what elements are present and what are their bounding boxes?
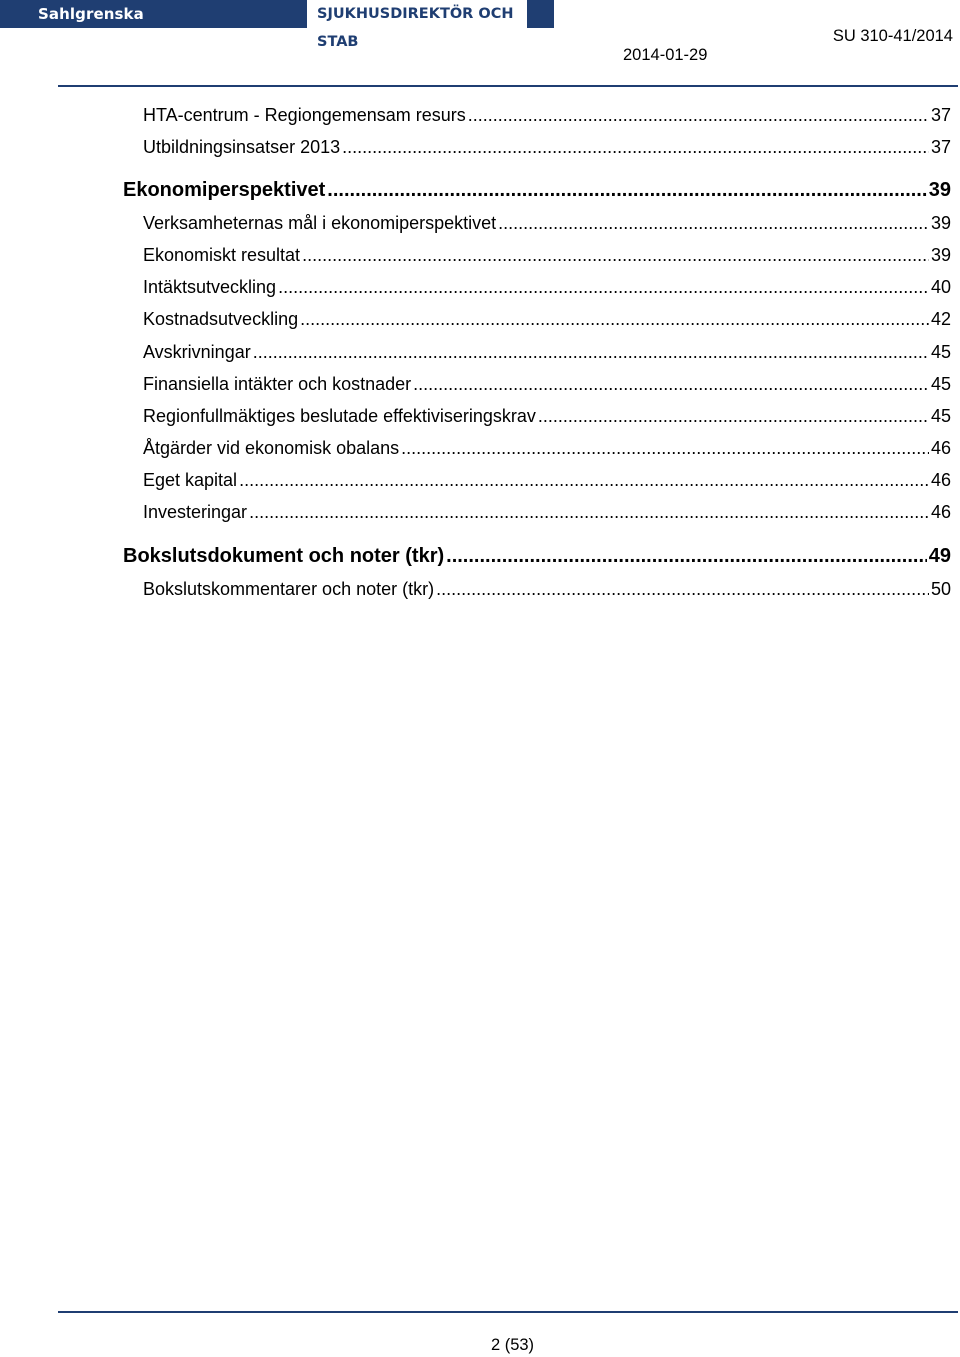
toc-leader-dots xyxy=(413,374,929,395)
toc-entry[interactable] xyxy=(143,406,951,427)
banner-accent xyxy=(527,0,554,28)
toc-entry-label: Bokslutsdokument och noter (tkr) xyxy=(123,545,445,567)
toc-entry-label: Ekonomiskt resultat xyxy=(143,245,301,265)
toc-entry[interactable] xyxy=(123,545,951,568)
toc-entry-page: 39 xyxy=(930,245,951,265)
toc-entry-page: 39 xyxy=(928,179,951,201)
toc-entry-page: 42 xyxy=(930,309,951,329)
toc-entry-label: Ekonomiperspektivet xyxy=(123,179,326,201)
toc-entry-label: Bokslutskommentarer och noter (tkr) xyxy=(143,579,435,599)
page-number: 2 (53) xyxy=(490,1336,535,1354)
toc-entry[interactable] xyxy=(143,245,951,266)
toc-leader-dots xyxy=(342,137,929,158)
toc-entry-label: Verksamheternas mål i ekonomiperspektivet xyxy=(143,213,497,233)
toc-leader-dots xyxy=(302,245,929,266)
toc-leader-dots xyxy=(446,545,927,568)
toc-entry-page: 46 xyxy=(930,438,951,458)
org-name: Sahlgrenska Universitetssjukhuset xyxy=(0,0,307,28)
header-banner xyxy=(0,0,554,51)
toc-leader-dots xyxy=(253,342,929,363)
toc-entry-label: Åtgärder vid ekonomisk obalans xyxy=(143,438,400,458)
toc-entry-page: 49 xyxy=(928,545,951,567)
toc-leader-dots xyxy=(436,579,929,600)
toc-entry-label: HTA-centrum - Regiongemensam resurs xyxy=(143,105,466,125)
toc-leader-dots xyxy=(498,213,929,234)
toc-entry[interactable] xyxy=(143,579,951,600)
toc-entry[interactable] xyxy=(143,105,951,126)
toc-leader-dots xyxy=(538,406,929,427)
document-date: 2014-01-29 xyxy=(623,46,708,64)
toc-entry-page: 40 xyxy=(930,277,951,297)
toc-entry-page: 46 xyxy=(930,470,951,490)
toc-entry-label: Eget kapital xyxy=(143,470,238,490)
toc-entry-label: Regionfullmäktiges beslutade effektiviseringskrav xyxy=(143,406,536,426)
toc-entry-label: Kostnadsutveckling xyxy=(143,309,299,329)
toc-entry[interactable] xyxy=(143,213,951,234)
toc-entry[interactable] xyxy=(143,309,951,330)
toc-entry[interactable] xyxy=(143,438,951,459)
toc-entry[interactable] xyxy=(143,502,951,523)
footer-rule xyxy=(58,1311,958,1313)
toc-entry[interactable] xyxy=(143,374,951,395)
document-reference: SU 310-41/2014 xyxy=(832,27,953,45)
toc-entry-label: Avskrivningar xyxy=(143,342,251,362)
toc-leader-dots xyxy=(239,470,929,491)
toc-leader-dots xyxy=(278,277,929,298)
toc-entry-page: 46 xyxy=(930,502,951,522)
toc-entry-page: 45 xyxy=(930,342,951,362)
toc-entry-page: 39 xyxy=(930,213,951,233)
toc-entry[interactable] xyxy=(123,179,951,202)
toc-entry-page: 50 xyxy=(930,579,951,599)
toc-entry-page: 45 xyxy=(930,406,951,426)
toc-entry-page: 45 xyxy=(930,374,951,394)
toc-entry-page: 37 xyxy=(930,137,951,157)
toc-entry-label: Investeringar xyxy=(143,502,248,522)
toc-leader-dots xyxy=(327,179,926,202)
toc-leader-dots xyxy=(468,105,929,126)
department-name: SJUKHUSDIREKTÖR OCH STAB xyxy=(307,0,527,28)
toc-entry-label: Utbildningsinsatser 2013 xyxy=(143,137,341,157)
toc-entry-label: Finansiella intäkter och kostnader xyxy=(143,374,412,394)
toc-entry[interactable] xyxy=(143,137,951,158)
toc-entry[interactable] xyxy=(143,470,951,491)
toc-entry[interactable] xyxy=(143,277,951,298)
toc-leader-dots xyxy=(249,502,929,523)
toc-entry-page: 37 xyxy=(930,105,951,125)
toc-leader-dots xyxy=(300,309,929,330)
toc-entry[interactable] xyxy=(143,342,951,363)
header-rule xyxy=(58,85,958,87)
toc-leader-dots xyxy=(401,438,929,459)
toc-entry-label: Intäktsutveckling xyxy=(143,277,277,297)
